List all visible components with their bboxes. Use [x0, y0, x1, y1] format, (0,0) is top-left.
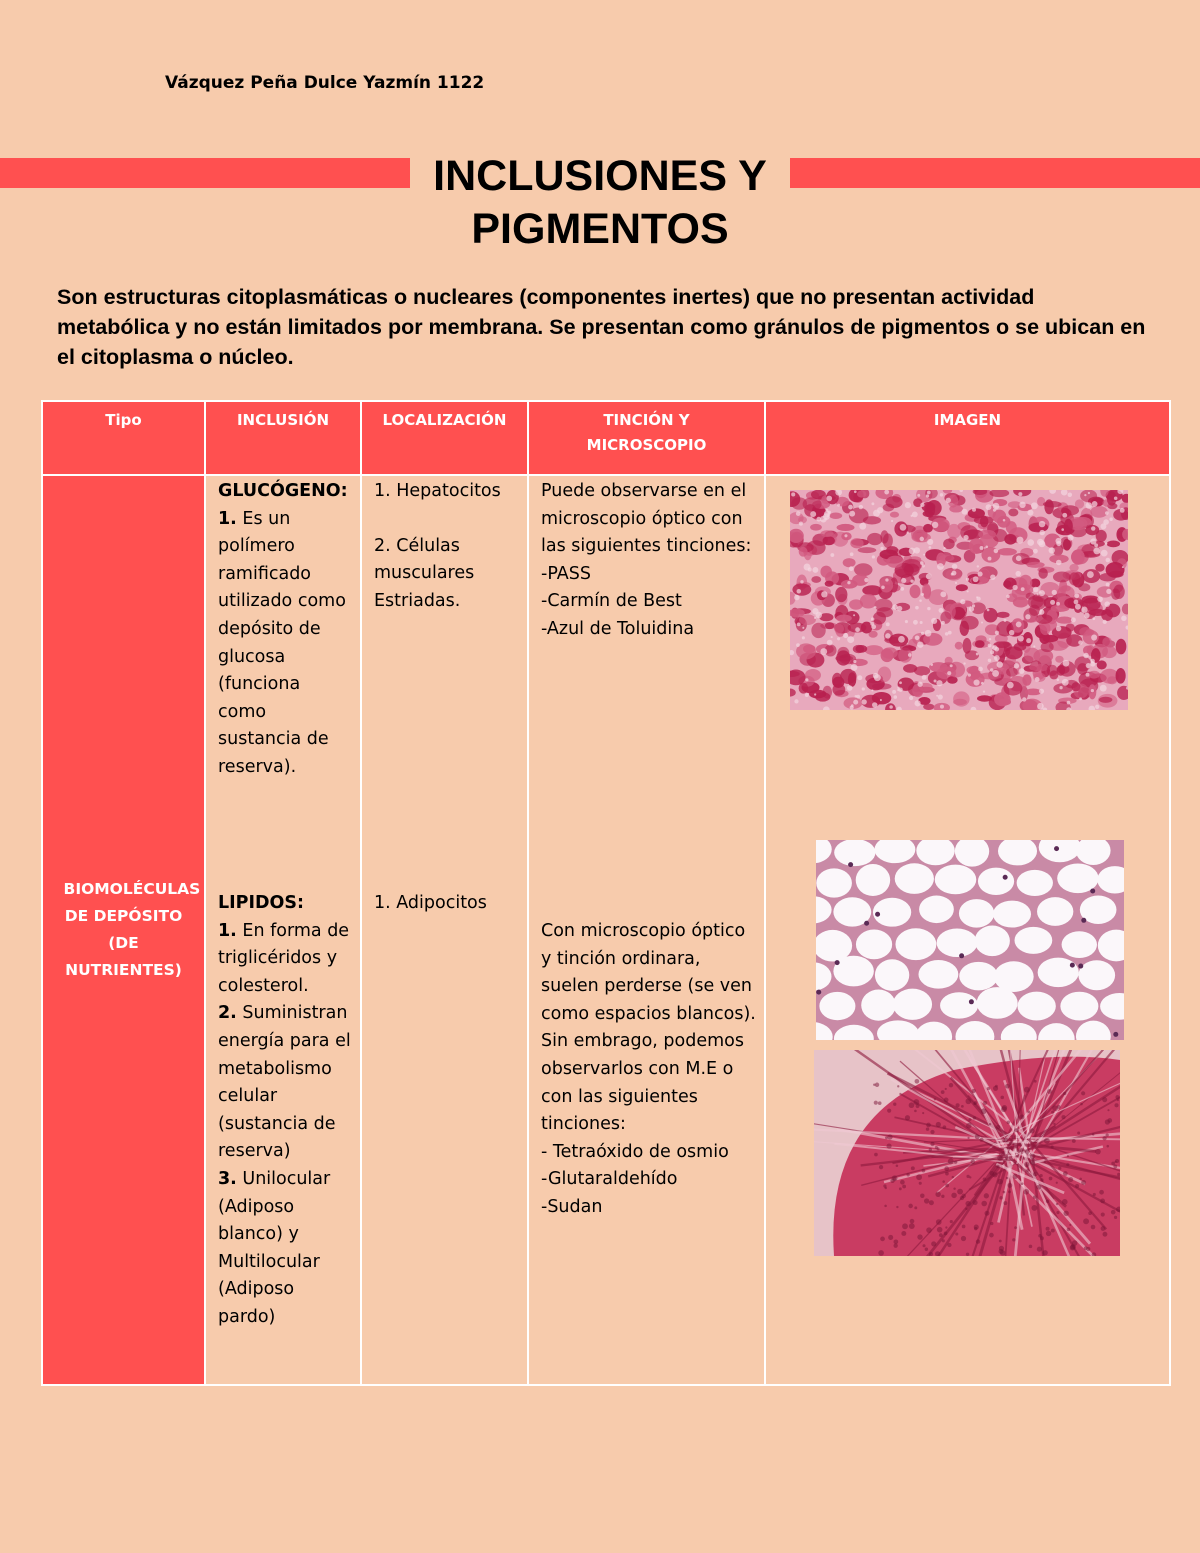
lipidos-item-text: Suministran energía para el metabolismo celular (sustancia de reserva) [218, 1003, 351, 1162]
lipidos-item-number: 1. [218, 920, 237, 941]
inclusion-cell [205, 475, 361, 1385]
header-localizacion: LOCALIZACIÓN [361, 401, 528, 475]
inclusions-table [41, 400, 1171, 1386]
lipidos-item-number: 3. [218, 1168, 237, 1189]
glucogeno-localizacion [374, 478, 519, 615]
page-title [300, 150, 900, 256]
loc-hepatocitos: 1. Hepatocitos [374, 481, 501, 501]
imagen-cell [765, 475, 1170, 1385]
author-name: Vázquez Peña Dulce Yazmín 1122 [165, 73, 485, 93]
title-line-1: INCLUSIONES Y [433, 152, 767, 200]
glucogeno-desc-text: Es un polímero ramificado utilizado como depósito de glucosa (funciona como sustancia de reserva). [218, 508, 346, 777]
glucogeno-tincion-intro: Puede observarse en el microscopio óptico con las siguientes tinciones: [541, 481, 752, 557]
lipidos-title: LIPIDOS: [218, 893, 305, 913]
lipidos-item-text: Unilocular (Adiposo blanco) y Multilocular (Adiposo pardo) [218, 1168, 331, 1327]
header-inclusion: INCLUSIÓN [205, 401, 361, 475]
tincion-item: -Glutaraldehído [541, 1169, 678, 1190]
table-header-row [42, 401, 1170, 475]
lipidos-item [218, 918, 352, 1001]
tipo-cell [42, 475, 205, 1385]
lipid-stained-micrograph [814, 1050, 1120, 1256]
glucogeno-tincion [541, 478, 756, 644]
tipo-label: BIOMOLÉCULAS DE DEPÓSITO (DE NUTRIENTES) [63, 880, 201, 979]
glucogeno-desc [218, 506, 352, 782]
adipose-micrograph [816, 840, 1124, 1040]
glycogen-micrograph [790, 490, 1128, 710]
lipidos-item [218, 1166, 352, 1332]
loc-musculares: 2. Células musculares Estriadas. [374, 535, 475, 611]
lipidos-item-text: En forma de triglicéridos y colesterol. [218, 920, 350, 996]
tincion-item: -PASS [541, 563, 591, 584]
header-tincion: TINCIÓN Y MICROSCOPIO [528, 401, 765, 475]
lipidos-tincion-intro: Con microscopio óptico y tinción ordinara, suelen perderse (se ven como espacios blancos). Sin embrago, podemos observarlos con M.E o con las siguientes tinciones: [541, 921, 756, 1135]
tincion-item: -Carmín de Best [541, 591, 682, 612]
glucogeno-block [218, 478, 352, 782]
table-row [42, 475, 1170, 1385]
lipidos-item-number: 2. [218, 1003, 237, 1024]
localizacion-cell [361, 475, 528, 1385]
lipidos-item [218, 1000, 352, 1166]
tincion-item: -Sudan [541, 1196, 603, 1217]
lipidos-block [218, 890, 352, 1332]
header-imagen: IMAGEN [765, 401, 1170, 475]
lipidos-localizacion [374, 890, 519, 918]
tincion-item: -Azul de Toluidina [541, 618, 695, 639]
tincion-item: - Tetraóxido de osmio [541, 1141, 729, 1162]
header-tipo: Tipo [42, 401, 205, 475]
loc-adipocitos: 1. Adipocitos [374, 893, 487, 913]
intro-paragraph: Son estructuras citoplasmáticas o nucleares (componentes inertes) que no presentan actividad metabólica y no están limitados por membrana. Se presentan como gránulos de pigmentos o se ubican en el citoplasma o núcleo. [57, 285, 1146, 369]
title-line-2: PIGMENTOS [471, 205, 729, 253]
tincion-cell [528, 475, 765, 1385]
glucogeno-number: 1. [218, 508, 237, 529]
glucogeno-title: GLUCÓGENO: [218, 481, 348, 501]
lipidos-tincion [541, 918, 756, 1222]
